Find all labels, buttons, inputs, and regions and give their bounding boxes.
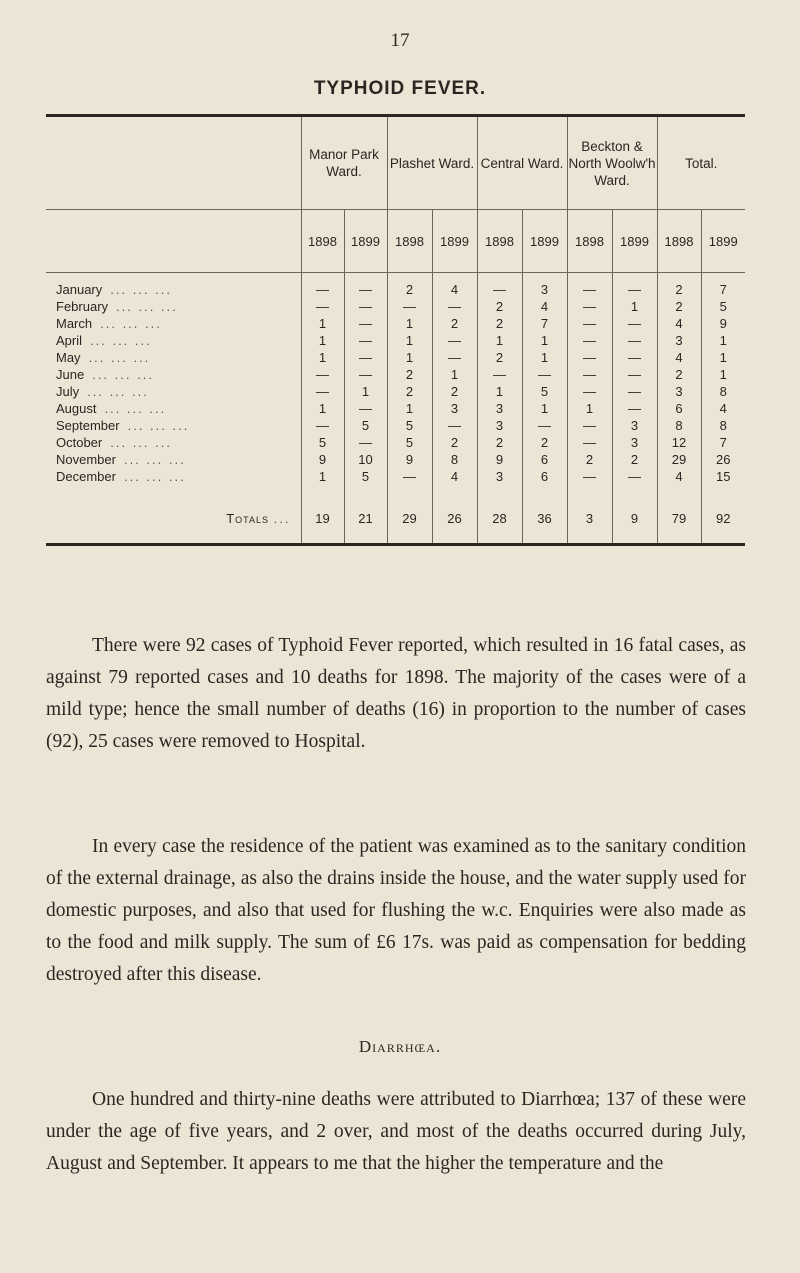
table-cell: 3 [522,273,567,299]
month-label: August [56,401,97,416]
totals-cell: 36 [522,493,567,543]
table-cell: — [344,400,387,417]
month-label: May [56,350,81,365]
totals-cell: 28 [477,493,522,543]
table-cell: 3 [657,383,701,400]
table-cell: — [612,315,657,332]
table-cell: 4 [432,468,477,493]
totals-cell: 3 [567,493,612,543]
table-cell: 1 [301,315,344,332]
month-label: January [56,282,103,297]
table-cell: 1 [301,332,344,349]
month-label: June [56,367,85,382]
month-label: March [56,316,93,331]
table-cell: 1 [301,400,344,417]
table-cell: — [567,434,612,451]
table-cell: 1 [477,383,522,400]
totals-cell: 26 [432,493,477,543]
table-cell: 1 [432,366,477,383]
table-cell: 2 [432,434,477,451]
table-cell: 4 [701,400,745,417]
month-label-cell [46,383,301,400]
leader-dots: ... ... ... [110,282,172,297]
table-cell: 5 [387,417,432,434]
section-title-diarrhoea: Diarrhœa. [358,1037,442,1056]
table-cell: — [522,366,567,383]
table-cell: — [477,273,522,299]
leader-dots: ... ... ... [90,333,152,348]
table-cell: 2 [387,383,432,400]
leader-dots: ... ... ... [123,469,186,484]
leader-dots: ... ... ... [127,418,190,433]
table-cell: — [567,315,612,332]
table-cell: — [344,366,387,383]
table-cell: 3 [612,417,657,434]
table-cell: 1 [301,468,344,493]
table-cell: 3 [477,400,522,417]
month-label: February [56,299,109,314]
table-cell: 6 [522,468,567,493]
table-cell: 2 [477,434,522,451]
table-cell: 2 [612,451,657,468]
table-row [46,383,745,400]
table-cell: — [567,332,612,349]
table-cell: 8 [701,383,745,400]
table-row [46,434,745,451]
table-cell: — [567,366,612,383]
table-cell: 4 [432,273,477,299]
table-cell: 1 [387,349,432,366]
table-cell: 4 [657,315,701,332]
year-header: 1899 [701,210,745,273]
table-cell: 3 [477,468,522,493]
table-row [46,400,745,417]
header-blank [46,210,301,273]
table-cell: 1 [567,400,612,417]
table-row [46,451,745,468]
month-label-cell [46,400,301,417]
page-number: 17 [390,30,410,51]
table-cell: 1 [387,315,432,332]
table-cell: 29 [657,451,701,468]
typhoid-table [46,114,745,546]
table-cell: — [301,273,344,299]
totals-cell: 92 [701,493,745,543]
ward-header: Beckton & North Woolw'h Ward. [567,117,657,210]
leader-dots: ... ... ... [110,435,172,450]
table-cell: 8 [432,451,477,468]
table-cell: 1 [477,332,522,349]
table-cell: — [344,349,387,366]
table-cell: 12 [657,434,701,451]
month-label: April [56,333,83,348]
totals-cell: 79 [657,493,701,543]
leader-dots: ... ... ... [88,350,151,365]
table-cell: — [432,298,477,315]
totals-cell: 21 [344,493,387,543]
table-cell: 8 [657,417,701,434]
table-cell: — [612,366,657,383]
year-header: 1898 [387,210,432,273]
table-cell: — [522,417,567,434]
year-header: 1899 [432,210,477,273]
header-blank [46,117,301,210]
month-label-cell [46,451,301,468]
table-cell: 5 [387,434,432,451]
table-cell: 2 [477,349,522,366]
year-header: 1898 [657,210,701,273]
ward-header: Manor Park Ward. [301,117,387,210]
totals-label: Totals [226,510,270,526]
table-cell: — [387,468,432,493]
ward-header: Central Ward. [477,117,567,210]
ward-header: Total. [657,117,745,210]
table-cell: 5 [301,434,344,451]
table-cell: — [387,298,432,315]
leader-dots: ... ... ... [92,367,154,382]
table-cell: — [567,273,612,299]
table-cell: 7 [522,315,567,332]
month-label-cell [46,434,301,451]
year-header: 1898 [301,210,344,273]
table-cell: — [612,273,657,299]
table-cell: 2 [477,298,522,315]
table-cell: 2 [477,315,522,332]
table-cell: — [344,315,387,332]
totals-cell: 19 [301,493,344,543]
page-heading: TYPHOID FEVER. [313,78,487,99]
month-rows [46,273,745,494]
month-label-cell [46,366,301,383]
month-label-cell [46,468,301,493]
table-cell: 3 [612,434,657,451]
month-label-cell [46,273,301,299]
table-row [46,315,745,332]
table-cell: — [567,417,612,434]
month-label-cell [46,349,301,366]
table-cell: 2 [567,451,612,468]
table-cell: 7 [701,434,745,451]
table-cell: 10 [344,451,387,468]
table-row [46,349,745,366]
month-label: October [56,435,103,450]
leader-dots: ... ... ... [104,401,167,416]
ward-header-row [46,117,745,210]
leader-dots: ... ... ... [100,316,162,331]
table-cell: 4 [522,298,567,315]
table-cell: 6 [657,400,701,417]
totals-label-cell [46,493,301,543]
table-cell: 2 [657,273,701,299]
table-cell: 5 [344,468,387,493]
table-cell: 5 [701,298,745,315]
table-cell: 9 [701,315,745,332]
table-cell: 7 [701,273,745,299]
table-cell: 1 [344,383,387,400]
table-cell: 8 [701,417,745,434]
table-cell: 1 [387,400,432,417]
table-cell: 2 [432,383,477,400]
table-cell: 1 [522,349,567,366]
table-cell: 1 [701,332,745,349]
year-header-row [46,210,745,273]
table-cell: 2 [432,315,477,332]
leader-dots: ... ... ... [116,299,178,314]
totals-cell: 9 [612,493,657,543]
table-cell: — [301,298,344,315]
paragraph-typhoid-summary: There were 92 cases of Typhoid Fever reported, which resulted in 16 fatal cases, as against 79 reported cases and 10 deaths for 1898. The majority of the cases were of a mild type; hence the small number of deaths (16) in proportion to the number of cases (92), 25 cases were removed to Hospital. [46,635,746,752]
year-header: 1899 [344,210,387,273]
table-cell: 5 [522,383,567,400]
month-label: July [56,384,80,399]
table-cell: — [301,366,344,383]
month-label: November [56,452,116,467]
table-cell: 1 [701,366,745,383]
table-cell: — [344,434,387,451]
table-row [46,273,745,299]
table-cell: — [567,298,612,315]
month-label-cell [46,332,301,349]
table-cell: — [567,383,612,400]
leader-dots: ... ... ... [87,384,149,399]
table-cell: 1 [612,298,657,315]
table-cell: 3 [657,332,701,349]
table-cell: 26 [701,451,745,468]
table-cell: — [301,383,344,400]
table-cell: 3 [432,400,477,417]
table-cell: 1 [301,349,344,366]
table-cell: — [477,366,522,383]
table-row [46,298,745,315]
leader-dots: ... ... ... [123,452,186,467]
table-cell: — [612,349,657,366]
month-label: September [56,418,120,433]
table-cell: — [567,349,612,366]
table-cell: — [612,468,657,493]
table-row [46,332,745,349]
table-cell: — [432,332,477,349]
table-cell: — [432,349,477,366]
year-header: 1899 [522,210,567,273]
table-cell: 9 [301,451,344,468]
ward-header: Plashet Ward. [387,117,477,210]
table-cell: 2 [522,434,567,451]
table-cell: 4 [657,468,701,493]
paragraph-sanitary-inquiry: In every case the residence of the patient was examined as to the sanitary condition of the external drainage, as also the drains inside the house, and the water supply used for domestic purposes, and also that used for flushing the w.c. Enquiries were also made as to the food and milk supply. The sum of £6 17s. was paid as compensation for bedding destroyed after this disease. [46,836,746,985]
table-cell: 3 [477,417,522,434]
table-cell: 1 [522,400,567,417]
table-cell: 2 [387,366,432,383]
table-cell: 1 [522,332,567,349]
year-header: 1899 [612,210,657,273]
totals-row [46,493,745,543]
table-cell: 1 [387,332,432,349]
typhoid-cases-table [46,117,745,543]
table-cell: 15 [701,468,745,493]
table-cell: — [432,417,477,434]
year-header: 1898 [567,210,612,273]
table-cell: 6 [522,451,567,468]
paragraph-diarrhoea: One hundred and thirty-nine deaths were attributed to Diarrhœa; 137 of these were under the age of five years, and 2 over, and most of the deaths occurred during July, August and September. It appears to me that the higher the temperature and the [46,1089,746,1174]
table-row [46,417,745,434]
month-label: December [56,469,116,484]
table-cell: — [344,298,387,315]
month-label-cell [46,417,301,434]
table-bottom-rule [46,543,745,546]
table-cell: 4 [657,349,701,366]
table-cell: 9 [387,451,432,468]
table-cell: 5 [344,417,387,434]
table-cell: 9 [477,451,522,468]
table-cell: 2 [657,366,701,383]
year-header: 1898 [477,210,522,273]
table-cell: — [612,383,657,400]
table-cell: 1 [701,349,745,366]
table-cell: 2 [657,298,701,315]
leader-dots: ... [273,510,291,526]
month-label-cell [46,298,301,315]
table-cell: — [612,332,657,349]
table-cell: — [567,468,612,493]
table-cell: — [344,273,387,299]
table-cell: 2 [387,273,432,299]
table-row [46,366,745,383]
totals-cell: 29 [387,493,432,543]
table-cell: — [612,400,657,417]
table-cell: — [301,417,344,434]
month-label-cell [46,315,301,332]
table-cell: — [344,332,387,349]
table-row [46,468,745,493]
